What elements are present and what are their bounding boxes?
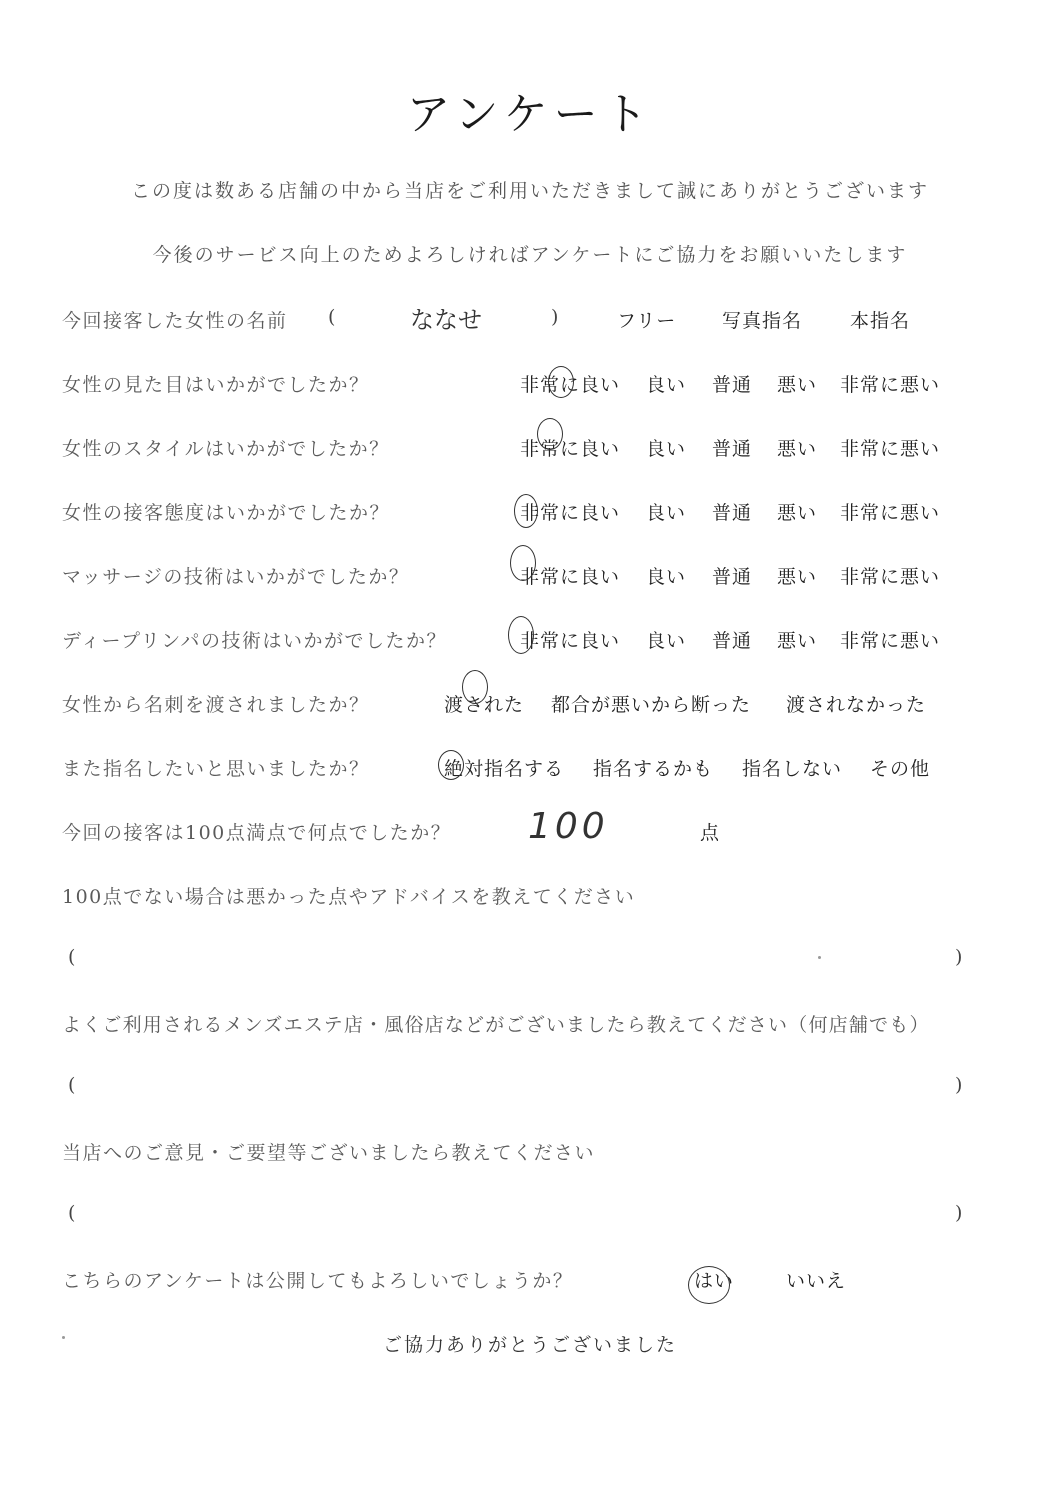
option-very-good[interactable]: 非常に良い [520, 566, 621, 588]
intro-line-2: 今後のサービス向上のためよろしければアンケートにご協力をお願いいたします [152, 244, 908, 266]
option-yes[interactable]: はい [694, 1270, 735, 1292]
opinion-close-paren: ) [955, 1202, 963, 1224]
score-unit: 点 [700, 822, 721, 844]
shops-question-label: よくご利用されるメンズエステ店・風俗店などがございましたら教えてください（何店舗でも） [62, 1014, 930, 1036]
option-no[interactable]: いいえ [786, 1270, 847, 1292]
hand-drawn-circle-mark [510, 545, 536, 581]
rating-question-label: 女性のスタイルはいかがでしたか？ [62, 438, 390, 460]
rating-question-label: マッサージの技術はいかがでしたか？ [62, 566, 410, 588]
hand-drawn-circle-mark [438, 750, 464, 780]
option-average[interactable]: 普通 [712, 566, 753, 588]
name-answer: ななせ [410, 306, 482, 334]
advice-close-paren: ) [955, 946, 963, 968]
rating-question-label: ディープリンパの技術はいかがでしたか？ [62, 630, 447, 652]
option-bad[interactable]: 悪い [777, 502, 818, 524]
option-not-received[interactable]: 渡されなかった [786, 694, 927, 716]
score-question-label: 今回の接客は100点満点で何点でしたか？ [62, 822, 452, 844]
option-average[interactable]: 普通 [712, 374, 753, 396]
hand-drawn-circle-mark [688, 1266, 730, 1304]
name-open-paren: ( [328, 306, 336, 328]
shops-close-paren: ) [955, 1074, 963, 1096]
option-very-bad[interactable]: 非常に悪い [840, 374, 941, 396]
option-good[interactable]: 良い [646, 374, 687, 396]
hand-drawn-circle-mark [537, 418, 563, 450]
option-very-good[interactable]: 非常に良い [520, 374, 621, 396]
hand-drawn-circle-mark [508, 616, 534, 654]
opinion-open-paren: ( [68, 1202, 76, 1224]
option-good[interactable]: 良い [646, 502, 687, 524]
option-average[interactable]: 普通 [712, 438, 753, 460]
publish-question-label: こちらのアンケートは公開してもよろしいでしょうか？ [62, 1270, 574, 1292]
option-very-good[interactable]: 非常に良い [520, 630, 621, 652]
option-maybe[interactable]: 指名するかも [593, 758, 714, 780]
again-question-label: また指名したいと思いましたか？ [62, 758, 370, 780]
page-title: アンケート [406, 89, 654, 140]
card-question-label: 女性から名刺を渡されましたか？ [62, 694, 370, 716]
option-very-bad[interactable]: 非常に悪い [840, 630, 941, 652]
hand-drawn-circle-mark [548, 366, 574, 398]
option-photo-nomination[interactable]: 写真指名 [722, 310, 803, 332]
shops-open-paren: ( [68, 1074, 76, 1096]
option-bad[interactable]: 悪い [777, 374, 818, 396]
option-very-bad[interactable]: 非常に悪い [840, 438, 941, 460]
scan-speck [62, 1336, 65, 1339]
option-declined[interactable]: 都合が悪いから断った [551, 694, 752, 716]
rating-question-label: 女性の接客態度はいかがでしたか？ [62, 502, 391, 524]
intro-line-1: この度は数ある店舗の中から当店をご利用いただきまして誠にありがとうございます [130, 180, 929, 202]
option-main-nomination[interactable]: 本指名 [850, 310, 911, 332]
option-very-good[interactable]: 非常に良い [520, 502, 621, 524]
option-good[interactable]: 良い [646, 438, 687, 460]
option-very-bad[interactable]: 非常に悪い [840, 566, 941, 588]
option-very-bad[interactable]: 非常に悪い [840, 502, 941, 524]
option-definitely[interactable]: 絶対指名する [444, 758, 565, 780]
option-average[interactable]: 普通 [712, 502, 753, 524]
option-bad[interactable]: 悪い [777, 630, 818, 652]
name-close-paren: ) [551, 306, 559, 328]
name-question-label: 今回接客した女性の名前 [62, 310, 288, 332]
option-bad[interactable]: 悪い [777, 438, 818, 460]
option-good[interactable]: 良い [646, 566, 687, 588]
closing-text: ご協力ありがとうございました [382, 1334, 677, 1356]
option-very-good[interactable]: 非常に良い [520, 438, 621, 460]
advice-open-paren: ( [68, 946, 76, 968]
advice-question-label: 100点でない場合は悪かった点やアドバイスを教えてください [62, 886, 636, 908]
hand-drawn-circle-mark [514, 494, 538, 528]
scan-speck [818, 956, 821, 959]
hand-drawn-circle-mark [462, 670, 488, 704]
option-average[interactable]: 普通 [712, 630, 753, 652]
opinion-question-label: 当店へのご意見・ご要望等ございましたら教えてください [62, 1142, 596, 1164]
option-other[interactable]: その他 [870, 758, 931, 780]
option-no[interactable]: 指名しない [742, 758, 843, 780]
option-good[interactable]: 良い [646, 630, 687, 652]
option-received[interactable]: 渡された [444, 694, 525, 716]
rating-question-label: 女性の見た目はいかがでしたか？ [62, 374, 370, 396]
score-answer: 100 [528, 806, 609, 847]
option-free[interactable]: フリー [617, 310, 677, 332]
option-bad[interactable]: 悪い [777, 566, 818, 588]
